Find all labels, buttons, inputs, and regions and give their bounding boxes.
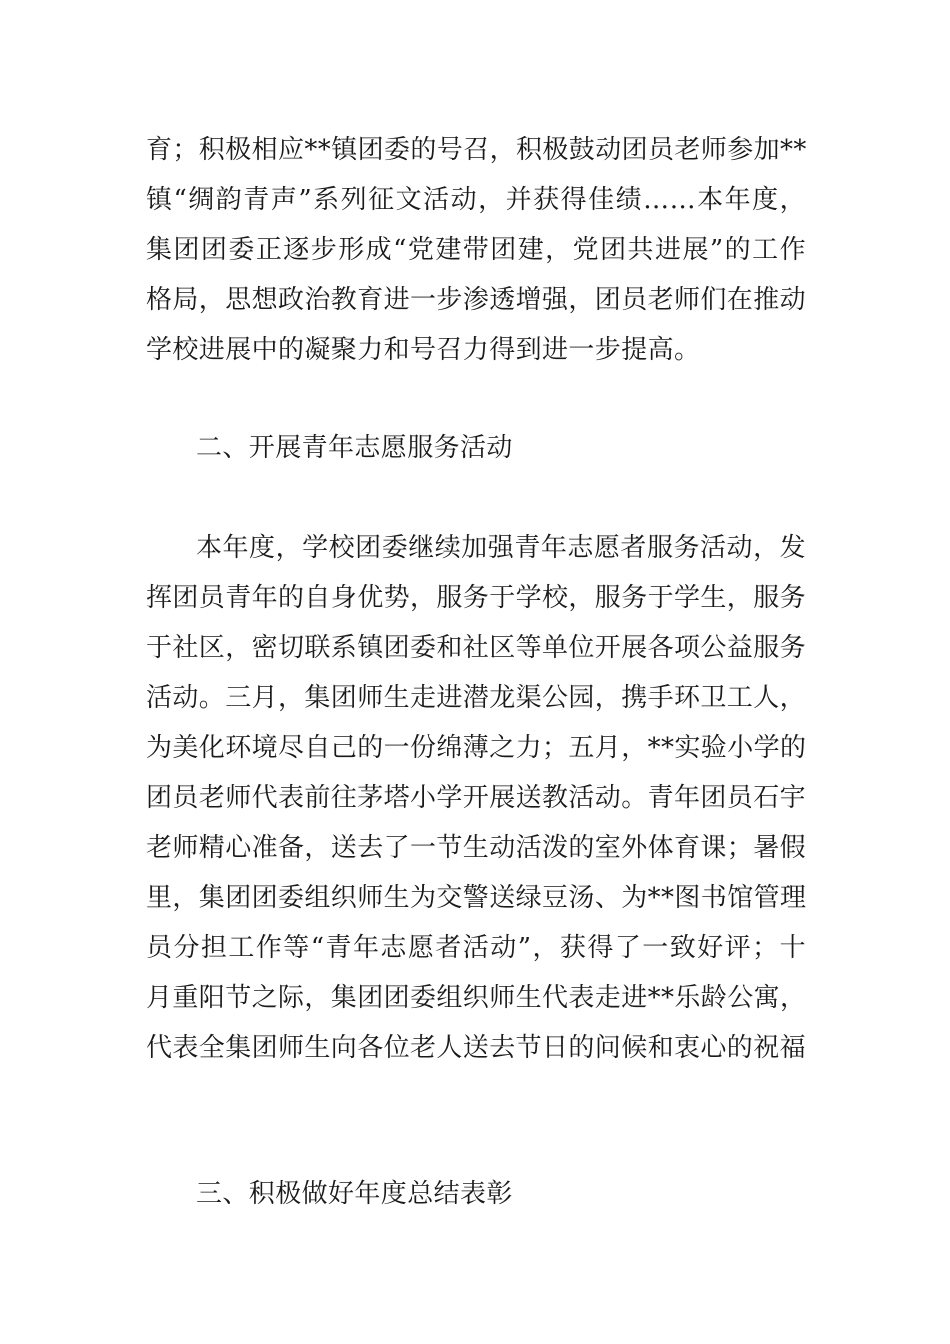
paragraph-line: 活动。三月，集团师生走进潜龙渠公园，携手环卫工人，: [146, 683, 807, 713]
paragraph-line: 学校进展中的凝聚力和号召力得到进一步提高。: [146, 335, 701, 365]
paragraph-line: 于社区，密切联系镇团委和社区等单位开展各项公益服务: [146, 633, 807, 663]
paragraph-line: 代表全集团师生向各位老人送去节日的问候和衷心的祝福: [146, 1033, 807, 1063]
paragraph-line: 镇“绸韵青声”系列征文活动，并获得佳绩……本年度，: [146, 185, 806, 215]
section-heading: 二、开展青年志愿服务活动: [196, 433, 513, 463]
paragraph-line: 格局，思想政治教育进一步渗透增强，团员老师们在推动: [146, 285, 807, 315]
paragraph-line: 员分担工作等“青年志愿者活动”，获得了一致好评；十: [146, 933, 806, 963]
paragraph-line: 集团团委正逐步形成“党建带团建，党团共进展”的工作: [146, 235, 806, 265]
paragraph-line: 为美化环境尽自己的一份绵薄之力；五月，**实验小学的: [146, 733, 807, 763]
paragraph-line: 团员老师代表前往茅塔小学开展送教活动。青年团员石宇: [146, 783, 807, 813]
paragraph-line: 挥团员青年的自身优势，服务于学校，服务于学生，服务: [146, 583, 807, 613]
paragraph-line: 本年度，学校团委继续加强青年志愿者服务活动，发: [196, 533, 806, 563]
paragraph-line: 月重阳节之际，集团团委组织师生代表走进**乐龄公寓，: [146, 983, 807, 1013]
paragraph-line: 育；积极相应**镇团委的号召，积极鼓动团员老师参加**: [146, 135, 807, 165]
paragraph-line: 里，集团团委组织师生为交警送绿豆汤、为**图书馆管理: [146, 883, 807, 913]
section-heading: 三、积极做好年度总结表彰: [196, 1179, 513, 1209]
paragraph-line: 老师精心准备，送去了一节生动活泼的室外体育课；暑假: [146, 833, 807, 863]
